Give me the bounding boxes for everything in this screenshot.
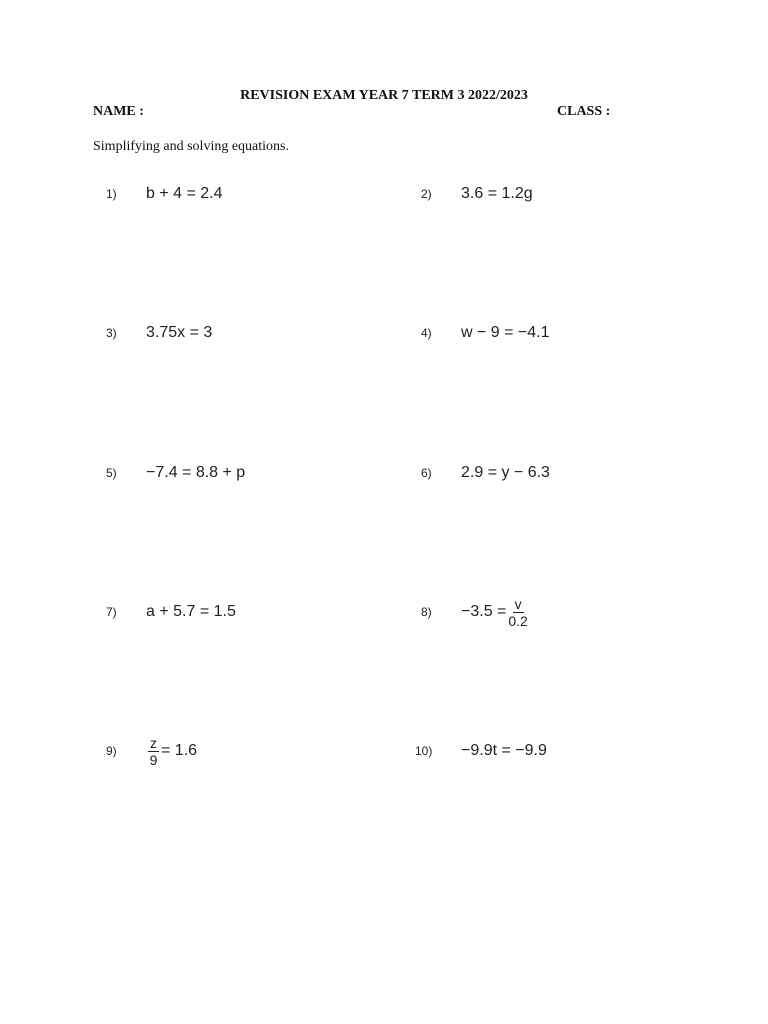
problem-number: 7): [106, 605, 117, 619]
equation: −9.9t = −9.9: [461, 742, 547, 759]
problem-5: [106, 453, 245, 493]
fraction-denominator: 9: [149, 751, 158, 768]
problem-number: 10): [415, 744, 433, 758]
problem-6: [421, 453, 550, 493]
problem-number: 9): [106, 744, 117, 758]
problem-number: 3): [106, 326, 117, 340]
problem-3: [106, 313, 212, 353]
fraction: [148, 736, 159, 767]
problem-number: 1): [106, 187, 117, 201]
equation: a + 5.7 = 1.5: [146, 603, 236, 620]
equation: −7.4 = 8.8 + p: [146, 464, 246, 481]
problem-9: [106, 731, 197, 771]
equation: b + 4 = 2.4: [146, 185, 223, 202]
fraction-denominator: 0.2: [508, 612, 528, 629]
equation-right-side: = 1.6: [161, 742, 198, 759]
problem-1: [106, 174, 223, 214]
problem-number: 8): [421, 605, 432, 619]
problem-7: [106, 592, 236, 632]
equation: [461, 597, 530, 628]
exam-title: REVISION EXAM YEAR 7 TERM 3 2022/2023: [240, 88, 528, 103]
equation: [146, 736, 197, 767]
problem-number: 5): [106, 466, 117, 480]
problem-10: [415, 731, 547, 771]
fraction: [508, 597, 527, 628]
equation: 3.75x = 3: [146, 324, 213, 341]
equation: 3.6 = 1.2g: [461, 185, 533, 202]
section-subtitle: Simplifying and solving equations.: [93, 139, 289, 154]
problem-number: 2): [421, 187, 432, 201]
problem-number: 4): [421, 326, 432, 340]
problem-8: [421, 592, 530, 632]
equation-left-side: −3.5 =: [461, 603, 507, 620]
name-label: NAME :: [93, 104, 144, 119]
problem-number: 6): [421, 466, 432, 480]
fraction-numerator: z: [150, 734, 157, 751]
problem-4: [421, 313, 550, 353]
problem-2: [421, 174, 533, 214]
equation: 2.9 = y − 6.3: [461, 464, 550, 481]
class-label: CLASS :: [557, 104, 611, 119]
equation: w − 9 = −4.1: [461, 324, 550, 341]
fraction-numerator: v: [514, 595, 522, 612]
